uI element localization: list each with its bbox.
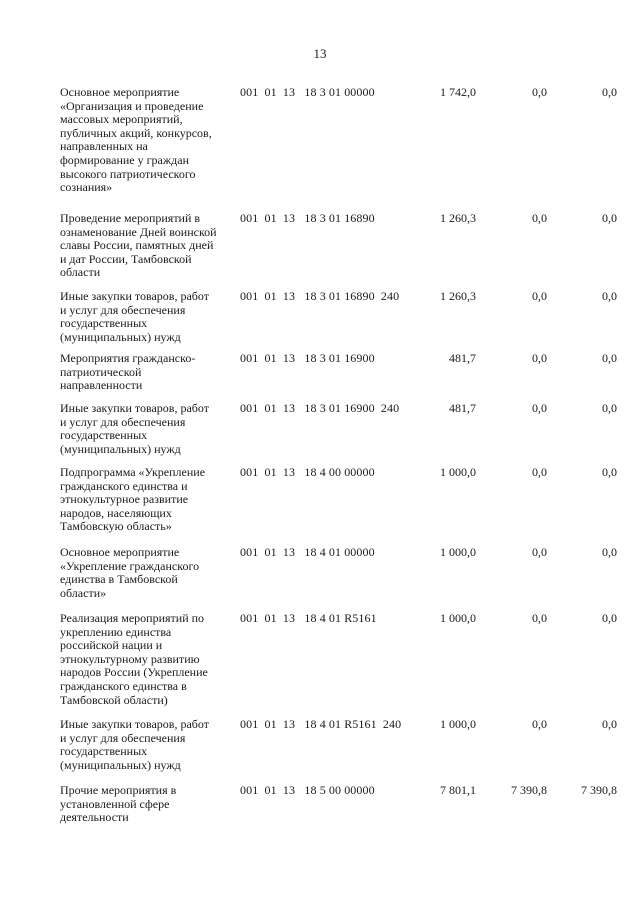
row-value-v2: 0,0 xyxy=(532,289,547,303)
row-name-line: Иные закупки товаров, работ xyxy=(60,289,209,303)
row-name-line: гражданского единства и xyxy=(60,478,188,493)
row-code: 001 01 13 18 4 01 R5161 240 xyxy=(240,717,402,731)
row-code: 001 01 13 18 4 00 00000 xyxy=(240,465,375,479)
row-value-v1: 481,7 xyxy=(449,401,476,415)
row-value-v2: 0,0 xyxy=(532,611,547,625)
row-value-v2: 0,0 xyxy=(532,351,547,365)
row-name-line: «Укрепление гражданского xyxy=(60,558,200,573)
row-value-v3: 0,0 xyxy=(602,717,617,731)
row-name-line: Проведение мероприятий в xyxy=(60,211,201,225)
row-name-line: Иные закупки товаров, работ xyxy=(60,401,209,415)
row-value-v1: 7 801,1 xyxy=(440,783,476,797)
row-name-line: государственных xyxy=(60,316,148,331)
row-value-v3: 7 390,8 xyxy=(581,783,617,797)
row-name-line: ознаменование Дней воинской xyxy=(60,224,217,239)
row-value-v1: 1 742,0 xyxy=(440,85,476,99)
row-value-v3: 0,0 xyxy=(602,401,617,415)
row-value-v1: 1 260,3 xyxy=(440,289,476,303)
row-code: 001 01 13 18 3 01 16900 240 xyxy=(240,401,400,415)
row-value-v2: 0,0 xyxy=(532,401,547,415)
row-code: 001 01 13 18 4 01 00000 xyxy=(240,545,375,559)
page-number: 13 xyxy=(313,46,327,61)
row-name-line: единства в Тамбовской xyxy=(60,572,178,587)
row-value-v3: 0,0 xyxy=(602,465,617,479)
row-name-line: государственных xyxy=(60,428,148,443)
row-name-line: Основное мероприятие xyxy=(60,545,180,559)
row-name xyxy=(60,86,230,195)
row-name-line: публичных акций, конкурсов, xyxy=(60,125,212,140)
row-name xyxy=(60,402,230,456)
row-name-line: Тамбовской области) xyxy=(60,692,168,707)
row-value-v3: 0,0 xyxy=(602,211,617,225)
row-name-line: (муниципальных) нужд xyxy=(60,757,181,772)
row-name-line: народов, населяющих xyxy=(60,505,172,520)
row-name xyxy=(60,466,230,534)
row-name xyxy=(60,290,230,344)
row-name xyxy=(60,718,230,772)
row-name-line: Мероприятия гражданско- xyxy=(60,351,196,365)
row-name xyxy=(60,612,230,707)
row-name-line: укреплению единства xyxy=(60,624,172,639)
row-value-v2: 0,0 xyxy=(532,545,547,559)
row-value-v3: 0,0 xyxy=(602,545,617,559)
row-code: 001 01 13 18 4 01 R5161 xyxy=(240,611,377,625)
row-value-v1: 481,7 xyxy=(449,351,476,365)
row-name-line: патриотической xyxy=(60,364,142,379)
row-name-line: этнокультурное развитие xyxy=(60,492,189,507)
row-name-line: установленной сфере xyxy=(60,796,170,811)
row-name xyxy=(60,212,230,280)
row-value-v2: 7 390,8 xyxy=(511,783,547,797)
row-value-v1: 1 000,0 xyxy=(440,717,476,731)
row-name-line: российской нации и xyxy=(60,638,163,653)
row-name-line: деятельности xyxy=(60,810,129,825)
row-value-v2: 0,0 xyxy=(532,85,547,99)
row-name-line: сознания» xyxy=(60,180,113,195)
row-value-v3: 0,0 xyxy=(602,85,617,99)
row-value-v1: 1 260,3 xyxy=(440,211,476,225)
row-name-line: Прочие мероприятия в xyxy=(60,783,177,797)
row-name xyxy=(60,352,230,393)
row-name-line: этнокультурному развитию xyxy=(60,651,200,666)
row-value-v1: 1 000,0 xyxy=(440,465,476,479)
row-name-line: массовых мероприятий, xyxy=(60,112,183,127)
row-value-v3: 0,0 xyxy=(602,289,617,303)
row-code: 001 01 13 18 3 01 16890 xyxy=(240,211,375,225)
row-name-line: славы России, памятных дней xyxy=(60,238,214,253)
row-value-v2: 0,0 xyxy=(532,465,547,479)
row-name-line: Основное мероприятие xyxy=(60,85,180,99)
row-name-line: Тамбовскую область» xyxy=(60,519,172,534)
row-name-line: направленности xyxy=(60,378,143,393)
row-name-line: «Организация и проведение xyxy=(60,98,204,113)
row-name-line: и услуг для обеспечения xyxy=(60,302,186,317)
row-value-v3: 0,0 xyxy=(602,611,617,625)
row-value-v2: 0,0 xyxy=(532,211,547,225)
row-code: 001 01 13 18 3 01 00000 xyxy=(240,85,375,99)
row-name-line: гражданского единства в xyxy=(60,678,187,693)
row-name-line: направленных на xyxy=(60,139,148,154)
row-name-line: (муниципальных) нужд xyxy=(60,329,181,344)
row-value-v1: 1 000,0 xyxy=(440,611,476,625)
row-name-line: народов России (Укрепление xyxy=(60,665,208,680)
row-name xyxy=(60,784,230,825)
row-name-line: Подпрограмма «Укрепление xyxy=(60,465,206,479)
row-name-line: области xyxy=(60,265,101,280)
row-name-line: высокого патриотического xyxy=(60,166,196,181)
row-value-v1: 1 000,0 xyxy=(440,545,476,559)
row-name-line: и услуг для обеспечения xyxy=(60,730,186,745)
row-name xyxy=(60,546,230,600)
row-name-line: Реализация мероприятий по xyxy=(60,611,205,625)
row-name-line: (муниципальных) нужд xyxy=(60,441,181,456)
row-code: 001 01 13 18 3 01 16900 xyxy=(240,351,375,365)
row-name-line: государственных xyxy=(60,744,148,759)
row-name-line: Иные закупки товаров, работ xyxy=(60,717,209,731)
row-value-v2: 0,0 xyxy=(532,717,547,731)
row-name-line: области» xyxy=(60,585,107,600)
row-code: 001 01 13 18 5 00 00000 xyxy=(240,783,375,797)
row-name-line: формирование у граждан xyxy=(60,152,190,167)
row-name-line: и услуг для обеспечения xyxy=(60,414,186,429)
row-name-line: и дат России, Тамбовской xyxy=(60,251,192,266)
row-code: 001 01 13 18 3 01 16890 240 xyxy=(240,289,400,303)
row-value-v3: 0,0 xyxy=(602,351,617,365)
